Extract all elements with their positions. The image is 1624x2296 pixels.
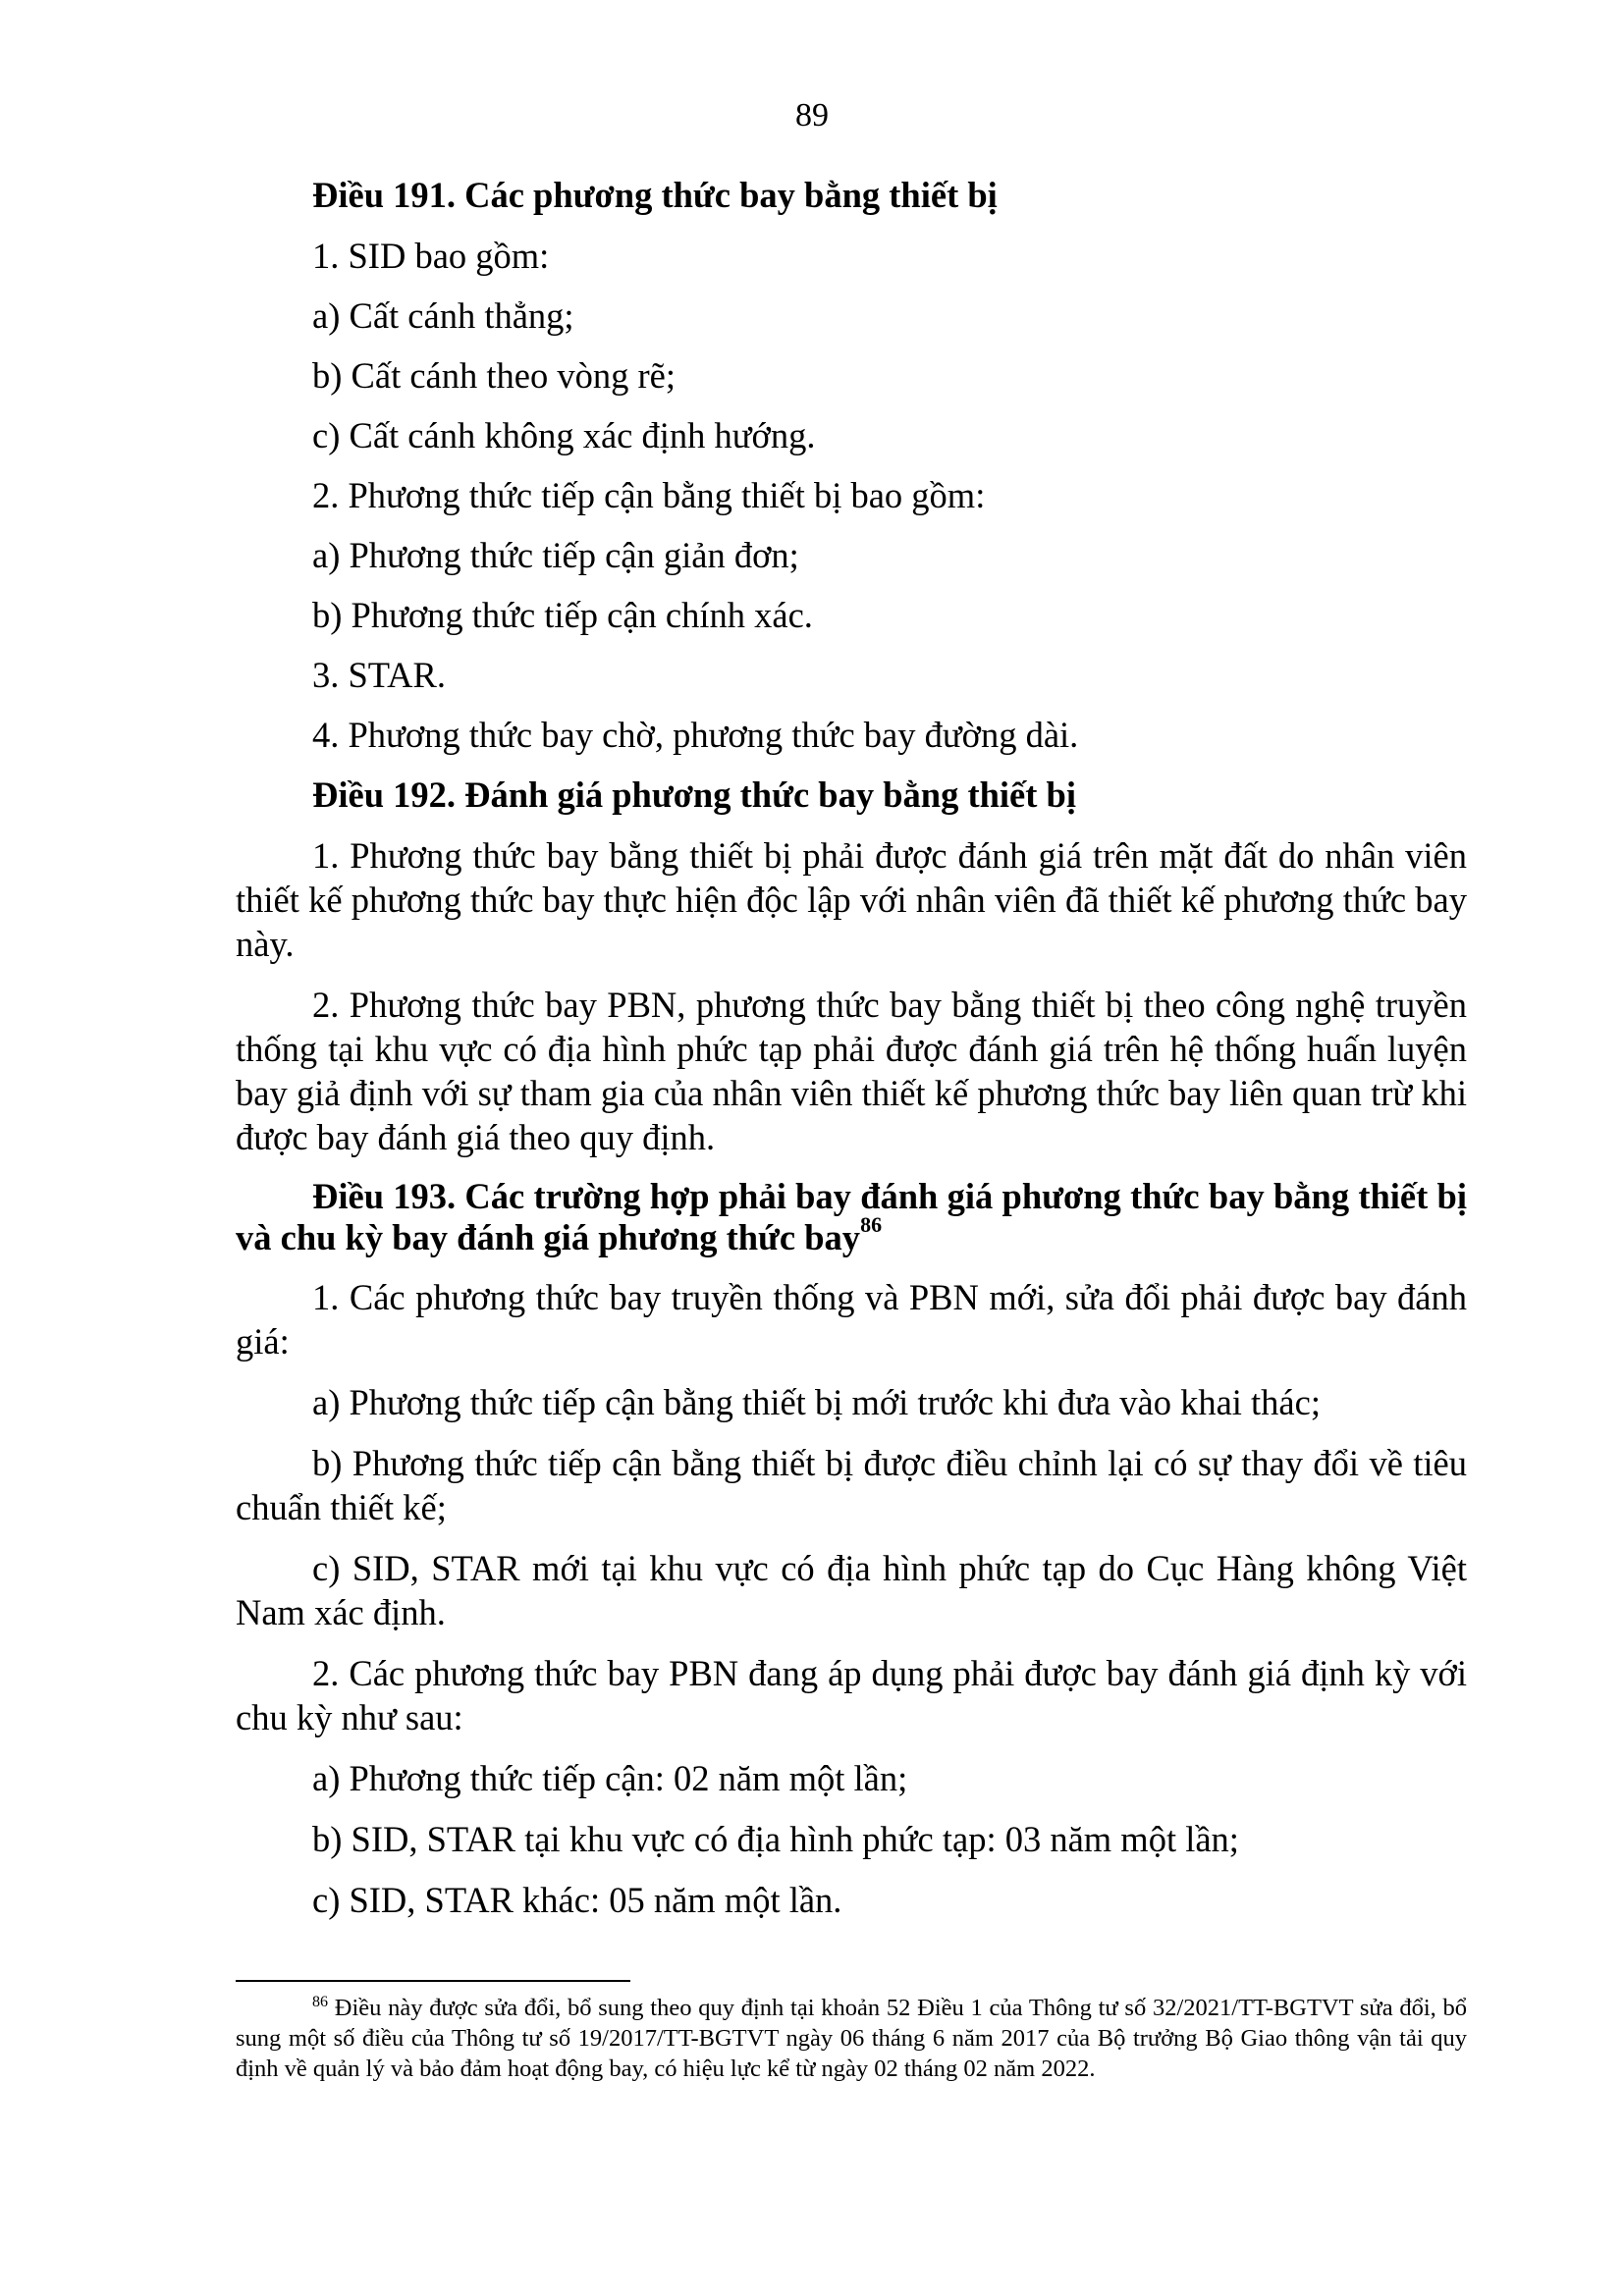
clause: c) Cất cánh không xác định hướng. bbox=[312, 415, 816, 455]
clause: a) Phương thức tiếp cận bằng thiết bị mới trước khi đưa vào khai thác; bbox=[312, 1382, 1321, 1422]
document-body bbox=[236, 173, 1467, 1939]
clause: a) Phương thức tiếp cận giản đơn; bbox=[312, 535, 799, 575]
footnote-reference[interactable]: 86 bbox=[860, 1212, 883, 1237]
clause: 2. Phương thức bay PBN, phương thức bay bằng thiết bị theo công nghệ truyền thống tại khu vực có địa hình phức tạp phải được đánh giá trên hệ thống huấn luyện bay giả định với sự tham gia của nhân viên thiết kế phương thức bay liên quan trừ khi được bay đánh giá theo quy định. bbox=[236, 985, 1467, 1157]
footnote bbox=[236, 1993, 1467, 2084]
clause: b) Phương thức tiếp cận chính xác. bbox=[312, 595, 813, 635]
clause: 1. Các phương thức bay truyền thống và PBN mới, sửa đổi phải được bay đánh giá: bbox=[236, 1277, 1467, 1362]
clause: c) SID, STAR mới tại khu vực có địa hình phức tạp do Cục Hàng không Việt Nam xác định. bbox=[236, 1548, 1467, 1632]
clause: 4. Phương thức bay chờ, phương thức bay đường dài. bbox=[312, 715, 1079, 755]
article-heading: Điều 191. Các phương thức bay bằng thiết bị bbox=[312, 175, 998, 215]
clause: 2. Các phương thức bay PBN đang áp dụng phải được bay đánh giá định kỳ với chu kỳ như sau: bbox=[236, 1653, 1467, 1737]
footnote-separator bbox=[236, 1980, 630, 1982]
article-heading bbox=[236, 1176, 1467, 1258]
article-heading: Điều 192. Đánh giá phương thức bay bằng thiết bị bbox=[312, 774, 1076, 815]
article-192 bbox=[236, 773, 1467, 1159]
clause: a) Phương thức tiếp cận: 02 năm một lần; bbox=[312, 1758, 908, 1798]
clause: b) Cất cánh theo vòng rẽ; bbox=[312, 355, 676, 396]
clause: c) SID, STAR khác: 05 năm một lần. bbox=[312, 1880, 842, 1920]
clause: 1. Phương thức bay bằng thiết bị phải được đánh giá trên mặt đất do nhân viên thiết kế phương thức bay thực hiện độc lập với nhân viên đã thiết kế phương thức bay này. bbox=[236, 835, 1467, 964]
clause: a) Cất cánh thẳng; bbox=[312, 295, 574, 336]
clause: b) SID, STAR tại khu vực có địa hình phức tạp: 03 năm một lần; bbox=[312, 1819, 1239, 1859]
footnote-text: Điều này được sửa đổi, bổ sung theo quy định tại khoản 52 Điều 1 của Thông tư số 32/2021/TT-BGTVT sửa đổi, bổ sung một số điều của Thông tư số 19/2017/TT-BGTVT ngày 06 tháng 6 năm 2017 của Bộ trưởng Bộ Giao thông vận tải quy định về quản lý và bảo đảm hoạt động bay, có hiệu lực kể từ ngày 02 tháng 02 năm 2022. bbox=[236, 1995, 1468, 2082]
clause: b) Phương thức tiếp cận bằng thiết bị được điều chỉnh lại có sự thay đổi về tiêu chuẩn thiết kế; bbox=[236, 1443, 1467, 1527]
article-heading-text: Điều 193. Các trường hợp phải bay đánh giá phương thức bay bằng thiết bị và chu kỳ bay đánh giá phương thức bay bbox=[236, 1176, 1467, 1257]
clause: 1. SID bao gồm: bbox=[312, 236, 550, 276]
page-number: 89 bbox=[795, 97, 829, 133]
clause: 2. Phương thức tiếp cận bằng thiết bị bao gồm: bbox=[312, 475, 986, 515]
footnote-number: 86 bbox=[312, 1994, 328, 2010]
article-193 bbox=[236, 1176, 1467, 1922]
article-191 bbox=[236, 173, 1467, 757]
clause: 3. STAR. bbox=[312, 655, 447, 695]
